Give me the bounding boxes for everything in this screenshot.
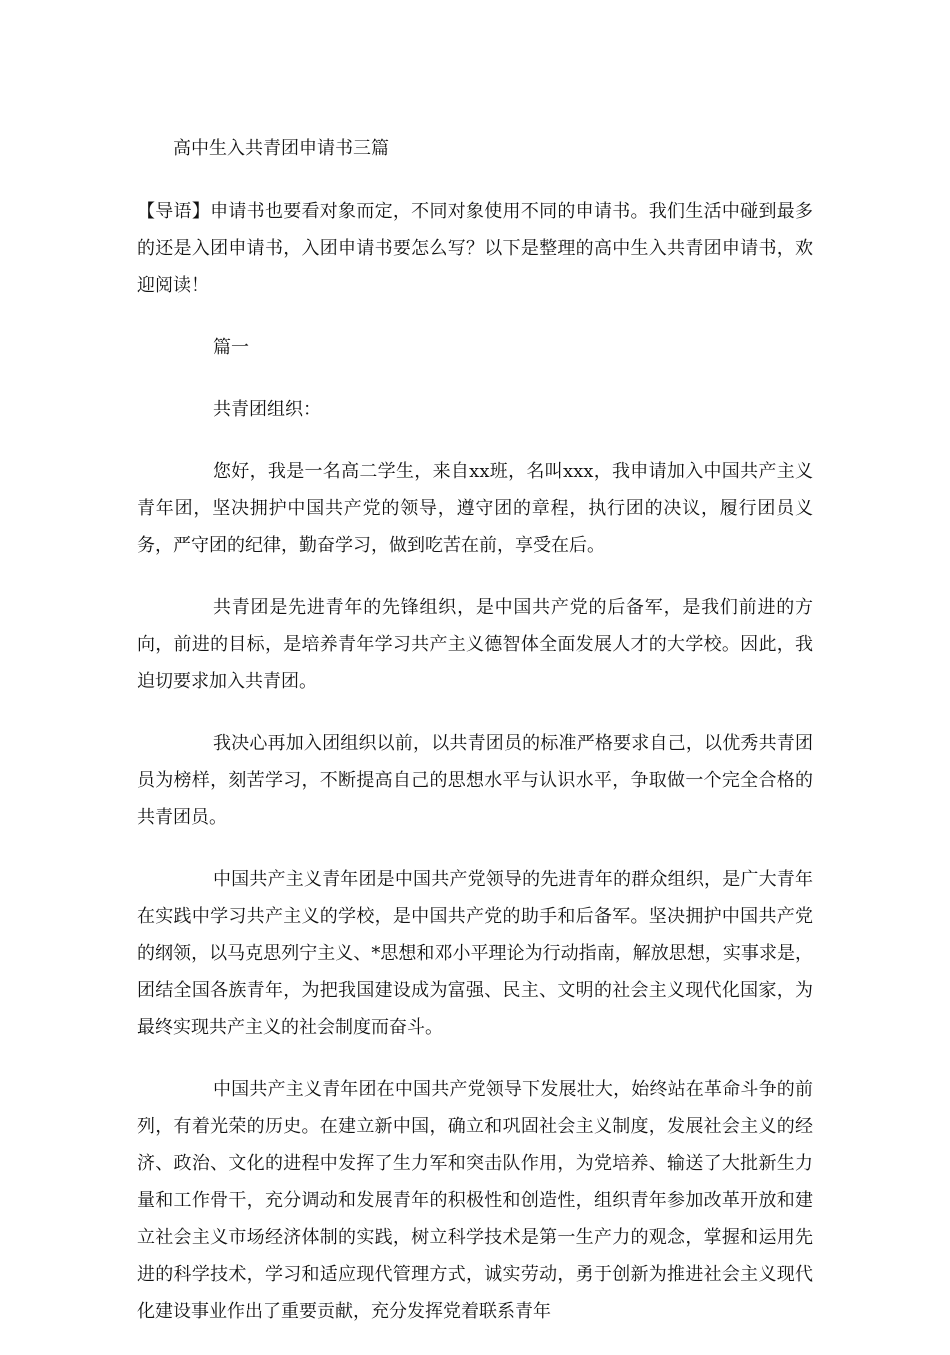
document-body [137,130,813,1355]
body-paragraph: 我决心再加入团组织以前，以共青团员的标准严格要求自己，以优秀共青团员为榜样，刻苦学习，不断提高自己的思想水平与认识水平，争取做一个完全合格的共青团员。 [137,733,813,828]
body-paragraph: 中国共产主义青年团在中国共产党领导下发展壮大，始终站在革命斗争的前列，有着光荣的历史。在建立新中国，确立和巩固社会主义制度，发展社会主义的经济、政治、文化的进程中发挥了生力军和突击队作用，为党培养、输送了大批新生力量和工作骨干，充分调动和发展青年的积极性和创造性，组织青年参加改革开放和建立社会主义市场经济体制的实践，树立科学技术是第一生产力的观念，掌握和运用先进的科学技术，学习和适应现代管理方式，诚实劳动，勇于创新为推进社会主义现代化建设事业作出了重要贡献，充分发挥党着联系青年 [137,1079,813,1322]
section-heading: 篇一 [213,337,249,358]
intro-paragraph: 【导语】申请书也要看对象而定，不同对象使用不同的申请书。我们生活中碰到最多的还是入团申请书，入团申请书要怎么写？以下是整理的高中生入共青团申请书，欢迎阅读！ [137,201,813,296]
body-paragraph: 中国共产主义青年团是中国共产党领导的先进青年的群众组织，是广大青年在实践中学习共产主义的学校，是中国共产党的助手和后备军。坚决拥护中国共产党的纲领，以马克思列宁主义、*思想和邓小平理论为行动指南，解放思想，实事求是，团结全国各族青年，为把我国建设成为富强、民主、文明的社会主义现代化国家，为最终实现共产主义的社会制度而奋斗。 [137,869,813,1038]
body-paragraph: 您好，我是一名高二学生，来自xx班，名叫xxx，我申请加入中国共产主义青年团，坚决拥护中国共产党的领导，遵守团的章程，执行团的决议，履行团员义务，严守团的纪律，勤奋学习，做到吃苦在前，享受在后。 [137,461,813,556]
document-title: 高中生入共青团申请书三篇 [173,138,389,159]
salutation: 共青团组织： [213,399,321,420]
body-paragraph: 共青团是先进青年的先锋组织，是中国共产党的后备军，是我们前进的方向，前进的目标，是培养青年学习共产主义德智体全面发展人才的大学校。因此，我迫切要求加入共青团。 [137,597,813,692]
